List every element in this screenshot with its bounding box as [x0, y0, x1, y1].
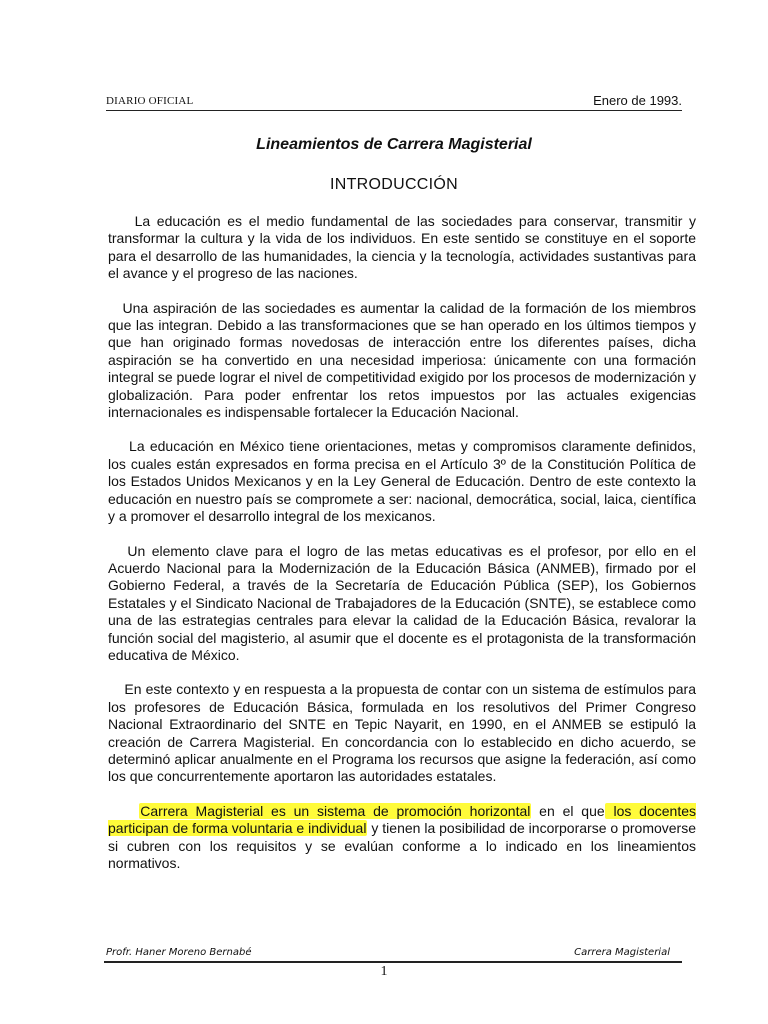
- page-header: [106, 92, 682, 111]
- page-footer: [104, 943, 682, 963]
- paragraph-5-text: En este contexto y en respuesta a la propuesta de contar con un sistema de estímulos para los profesores de Educación Básica, formulada en los resolutivos del Primer Congreso Nacional Extraordinario del SNTE en Tepic Nayarit, en 1990, en el ANMEB se estipuló la creación de Carrera Magisterial. En concordancia con lo establecido en dicho acuerdo, se determinó aplicar anualmente en el Programa los recursos que asigne la federación, así como los que concurrentemente aportaron las autoridades estatales.: [108, 681, 696, 785]
- paragraph-4-text: Un elemento clave para el logro de las metas educativas es el profesor, por ello en el Acuerdo Nacional para la Modernización de la Educación Básica (ANMEB), firmado por el Gobierno Federal, a través de la Secretaría de Educación Pública (SEP), los Gobiernos Estatales y el Sindicato Nacional de Trabajadores de la Educación (SNTE), se establece como una de las estrategias centrales para elevar la calidad de la Educación Básica, revalorar la función social del magisterio, al asumir que el docente es el protagonista de la transformación educativa de México.: [108, 542, 696, 663]
- paragraph-6-text-1: en el que: [531, 802, 605, 819]
- paragraph-1: [108, 213, 696, 283]
- paragraph-6: [108, 803, 696, 873]
- page-number: 1: [380, 964, 388, 979]
- footer-title: Carrera Magisterial: [574, 947, 670, 958]
- highlighted-text-2: los docentes participan de forma voluntaria e individual: [108, 802, 696, 837]
- body-text: [108, 213, 696, 889]
- paragraph-3: [108, 438, 696, 525]
- paragraph-3-text: La educación en México tiene orientaciones, metas y compromisos claramente definidos, los cuales están expresados en forma precisa en el Artículo 3º de la Constitución Política de los Estados Unidos Mexicanos y en la Ley General de Educación. Dentro de este contexto la educación en nuestro país se compromete a ser: nacional, democrática, social, laica, científica y a promover el desarrollo integral de los mexicanos.: [108, 438, 696, 525]
- footer-author: Profr. Haner Moreno Bernabé: [106, 947, 252, 958]
- paragraph-6-text-2: y tienen la posibilidad de incorporarse o promoverse si cubren con los requisitos y se evalúan conforme a lo indicado en los lineamientos normativos.: [108, 820, 697, 871]
- section-heading: INTRODUCCIÓN: [329, 176, 459, 193]
- header-date: Enero de 1993.: [593, 93, 682, 108]
- header-publication: DIARIO OFICIAL: [106, 95, 194, 107]
- paragraph-5: [108, 681, 696, 785]
- highlighted-text-1: Carrera Magisterial es un sistema de promoción horizontal: [140, 802, 531, 819]
- document-title: Lineamientos de Carrera Magisterial: [256, 136, 532, 153]
- paragraph-2: [108, 300, 696, 422]
- paragraph-4: [108, 543, 696, 665]
- paragraph-2-text: Una aspiración de las sociedades es aumentar la calidad de la formación de los miembros que las integran. Debido a las transformaciones que se han operado en los últimos tiempos y que han originado formas novedosas de interacción entre los diferentes países, dicha aspiración se ha convertido en una necesidad imperiosa: únicamente con una formación integral se puede lograr el nivel de competitividad exigido por los procesos de modernización y globalización. Para poder enfrentar los retos impuestos por las actuales exigencias internacionales es indispensable fortalecer la Educación Nacional.: [108, 299, 696, 421]
- paragraph-1-text: La educación es el medio fundamental de las sociedades para conservar, transmitir y transformar la cultura y la vida de los individuos. En este sentido se constituye en el soporte para el desarrollo de las humanidades, la ciencia y la tecnología, actividades sustantivas para el avance y el progreso de las naciones.: [108, 213, 697, 282]
